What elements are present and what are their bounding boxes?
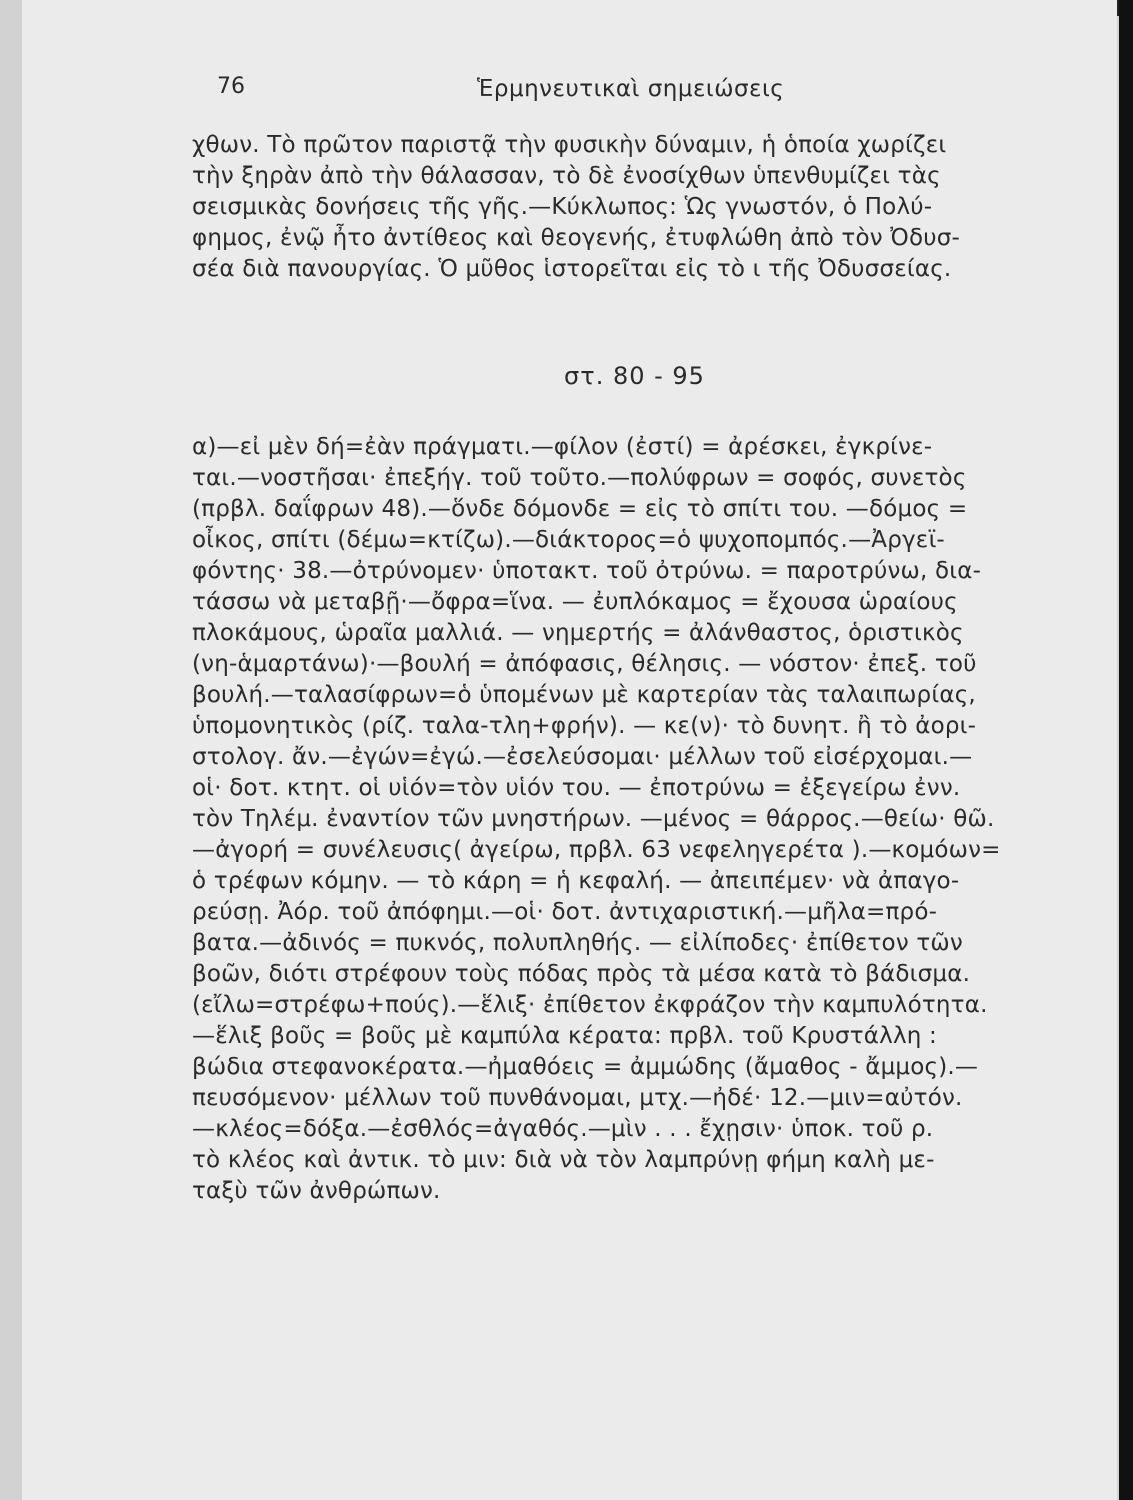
text-line: ὁ τρέφων κόμην. — τὸ κάρη = ἡ κεφαλή. — ἀπειπέμεν· νὰ ἀπαγο- [192,868,960,894]
text-line: ται.—νοστῆσαι· ἐπεξήγ. τοῦ τοῦτο.—πολύφρων = σοφός, συνετὸς [192,465,967,491]
text-line: πλοκάμους, ὡραῖα μαλλιά. — νημερτής = ἀλάνθαστος, ὁριστικὸς [192,620,964,646]
page-header [22,70,1117,110]
scan-edge-right [1119,0,1133,1500]
book-page [22,0,1117,1500]
page-number: 76 [217,74,245,99]
text-line: βατα.—ἀδινός = πυκνός, πολυπληθής. — εἰλίποδες· ἐπίθετον τῶν [192,930,963,956]
text-line: τὴν ξηρὰν ἀπὸ τὴν θάλασσαν, τὸ δὲ ἐνοσίχθων ὑπενθυμίζει τὰς [192,163,941,189]
text-line: οἱ· δοτ. κτητ. οἱ υἱόν=τὸν υἱόν του. — ἐποτρύνω = ἐξεγείρω ἐνν. [192,775,961,801]
text-line: —ἕλιξ βοῦς = βοῦς μὲ καμπύλα κέρατα: πρβλ. τοῦ Κρυστάλλη : [192,1023,937,1049]
text-line: οἶκος, σπίτι (δέμω=κτίζω).—διάκτορος=ὁ ψυχοπομπός.—Ἀργεϊ- [192,527,945,553]
text-line: βοῶν, διότι στρέφουν τοὺς πόδας πρὸς τὰ μέσα κατὰ τὸ βάδισμα. [192,961,971,987]
commentary-paragraph [192,432,1107,1207]
text-line: βουλή.—ταλασίφρων=ὁ ὑπομένων μὲ καρτερίαν τὰς ταλαιπωρίας, [192,682,976,708]
text-line: α)—εἰ μὲν δή=ἐὰν πράγματι.—φίλον (ἐστί) = ἀρέσκει, ἐγκρίνε- [192,434,933,460]
text-line: φόντης· 38.—ὀτρύνομεν· ὑποτακτ. τοῦ ὀτρύνω. = παροτρύνω, δια- [192,558,982,584]
text-line: (νη-ἁμαρτάνω)·—βουλή = ἀπόφασις, θέλησις. — νόστον· ἐπεξ. τοῦ [192,651,977,677]
text-line: τάσσω νὰ μεταβῇ·—ὄφρα=ἵνα. — ἐυπλόκαμος = ἔχουσα ὡραίους [192,589,958,615]
text-line: —κλέος=δόξα.—ἐσθλός=ἀγαθός.—μὶν . . . ἔχῃσιν· ὑποκ. τοῦ ρ. [192,1116,934,1142]
text-line: πευσόμενον· μέλλων τοῦ πυνθάνομαι, μτχ.—ἠδέ· 12.—μιν=αὐτόν. [192,1085,963,1111]
text-line: βώδια στεφανοκέρατα.—ἠμαθόεις = ἀμμώδης (ἄμαθος - ἄμμος).— [192,1054,979,1080]
text-line: σέα διὰ πανουργίας. Ὁ μῦθος ἱστορεῖται εἰς τὸ ι τῆς Ὀδυσσείας. [192,256,952,282]
text-line: —ἀγορή = συνέλευσις( ἀγείρω, πρβλ. 63 νεφεληγερέτα ).—κομόων= [192,837,1001,863]
intro-paragraph [192,130,1107,285]
text-line: (πρβλ. δαΐφρων 48).—ὅνδε δόμονδε = εἰς τὸ σπίτι του. —δόμος = [192,496,968,522]
text-line: ὑπομονητικὸς (ρίζ. ταλα-τλη+φρήν). — κε(ν)· τὸ δυνητ. ἢ τὸ ἀορι- [192,713,977,739]
text-line: τὸ κλέος καὶ ἀντικ. τὸ μιν: διὰ νὰ τὸν λαμπρύνῃ φήμη καλὴ με- [192,1147,935,1173]
text-line: ταξὺ τῶν ἀνθρώπων. [192,1178,441,1204]
section-heading: στ. 80 - 95 [564,362,705,390]
text-line: τὸν Τηλέμ. ἐναντίον τῶν μνηστήρων. —μένος = θάρρος.—θείω· θῶ. [192,806,995,832]
text-line: φημος, ἐνῷ ἦτο ἀντίθεος καὶ θεογενής, ἐτυφλώθη ἀπὸ τὸν Ὀδυσ- [192,225,961,251]
text-line: (εἴλω=στρέφω+πούς).—ἕλιξ· ἐπίθετον ἐκφράζον τὴν καμπυλότητα. [192,992,988,1018]
running-title: Ἑρμηνευτικαὶ σημειώσεις [477,76,785,102]
text-line: χθων. Τὸ πρῶτον παριστᾷ τὴν φυσικὴν δύναμιν, ἡ ὁποία χωρίζει [192,132,947,158]
text-line: σεισμικὰς δονήσεις τῆς γῆς.—Κύκλωπος: Ὡς γνωστόν, ὁ Πολύ- [192,194,933,220]
text-line: στολογ. ἄν.—ἐγών=ἐγώ.—ἐσελεύσομαι· μέλλων τοῦ εἰσέρχομαι.— [192,744,973,770]
text-line: ρεύσῃ. Ἀόρ. τοῦ ἀπόφημι.—οἱ· δοτ. ἀντιχαριστική.—μῆλα=πρό- [192,899,938,925]
